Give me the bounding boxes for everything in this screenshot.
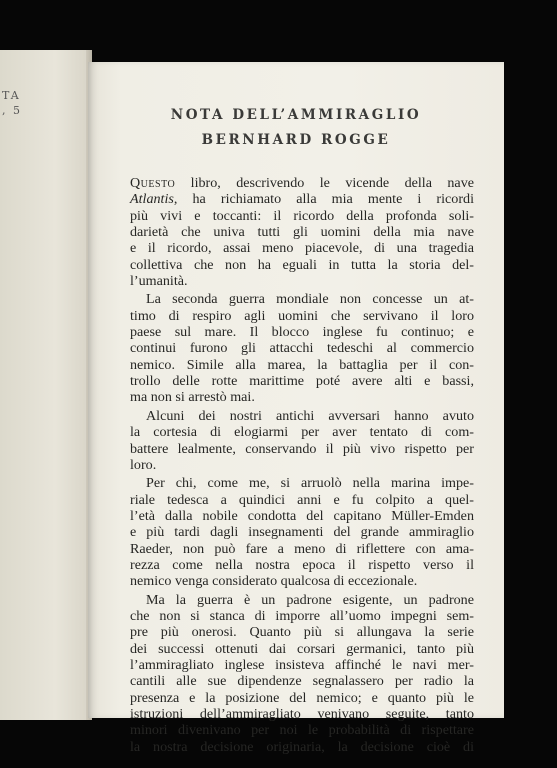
text-line: Raeder, non può fare a meno di riflettere con ama- bbox=[130, 540, 474, 557]
text-line: nemico. Simile alla marea, la battaglia per il con- bbox=[130, 356, 474, 373]
text-line: ma non si arrestò mai. bbox=[130, 389, 255, 406]
left-page-text bbox=[2, 88, 22, 118]
text-line: Per chi, come me, si arruolò nella marina impe- bbox=[146, 475, 474, 492]
left-page-fragment: TA bbox=[2, 89, 21, 102]
paragraph bbox=[130, 408, 474, 473]
text-line: cantili alle sue dipendenze segnalassero per radio la bbox=[130, 673, 474, 690]
text-line: timo di respiro agli uomini che servivano il loro bbox=[130, 307, 474, 324]
text-line: continui furono gli attacchi tedeschi al commercio bbox=[130, 340, 474, 357]
text-line: battere lealmente, conservando il più vivo rispetto per bbox=[130, 440, 474, 457]
chapter-title: NOTA DELL’AMMIRAGLIO bbox=[170, 107, 422, 123]
text-line: Ma la guerra è un padrone esigente, un padrone bbox=[146, 591, 474, 608]
text-line: Questo libro, descrivendo le vicende della nave bbox=[130, 175, 474, 191]
text-line: La seconda guerra mondiale non concesse un at- bbox=[146, 291, 474, 308]
text-line: e il ricordo, assai meno piacevole, di una tragedia bbox=[130, 240, 474, 257]
paragraph bbox=[130, 175, 474, 289]
text-line: riale tedesca a quindici anni e fu colpito a quel- bbox=[130, 491, 474, 508]
text-line: l’età dalla nobile condotta del capitano Müller-Emden bbox=[130, 507, 474, 524]
opening-word: Questo bbox=[130, 175, 176, 191]
text-line: collettiva che non ha eguali in tutta la storia del- bbox=[130, 256, 474, 273]
text-line: la nostra decisione originaria, la decisione cioè di bbox=[130, 738, 474, 755]
ship-name: Atlantis bbox=[130, 191, 174, 208]
paragraph bbox=[130, 291, 474, 405]
text-line: rezza come nella nostra epoca il rispetto verso il bbox=[130, 556, 474, 573]
text-line: paese sul mare. Il blocco inglese fu continuo; e bbox=[130, 324, 474, 341]
text-line: più vivi e toccanti: il ricordo della profonda soli- bbox=[130, 207, 474, 224]
text-line: pre più onerosi. Quanto più si allungava la serie bbox=[130, 624, 474, 641]
paragraph bbox=[130, 475, 474, 589]
text-line: istruzioni dell’ammiragliato venivano seguite, tanto bbox=[130, 706, 474, 722]
left-page-fragment: , 5 bbox=[2, 104, 22, 117]
text-line: presenza e la posizione del nemico; e quanto più le bbox=[130, 689, 474, 706]
text-line: minori divenivano per noi le probabilità di rispettare bbox=[130, 722, 474, 739]
right-page bbox=[88, 62, 504, 755]
author-name: BERNHARD ROGGE bbox=[201, 132, 391, 148]
text-line: darietà che univa tutti gli uomini della mia nave bbox=[130, 224, 474, 241]
text-line: l’umanità. bbox=[130, 273, 188, 290]
text-line: trollo delle rotte marittime poté avere alti e bassi, bbox=[130, 373, 474, 390]
text-line: nemico venga considerato qualcosa di eccezionale. bbox=[130, 573, 418, 590]
text-line: la cortesia di elogiarmi per aver tentato di com- bbox=[130, 424, 474, 441]
body-text bbox=[130, 175, 474, 755]
text-line: dei successi ottenuti dai corsari germanici, tanto più bbox=[130, 640, 474, 657]
paragraph bbox=[130, 592, 474, 755]
text-line: e più tardi dagli insegnamenti del grande ammiraglio bbox=[130, 524, 474, 541]
text-line: Alcuni dei nostri antichi avversari hanno avuto bbox=[146, 407, 474, 424]
text-line: che non si stanca di imporre all’uomo impegni sem- bbox=[130, 607, 474, 624]
text-line: Atlantis, ha richiamato alla mia mente i ricordi bbox=[130, 191, 474, 208]
text-line: loro. bbox=[130, 456, 157, 473]
text-line: l’ammiragliato inglese insisteva affinché le navi mer- bbox=[130, 656, 474, 673]
left-page bbox=[0, 50, 92, 720]
